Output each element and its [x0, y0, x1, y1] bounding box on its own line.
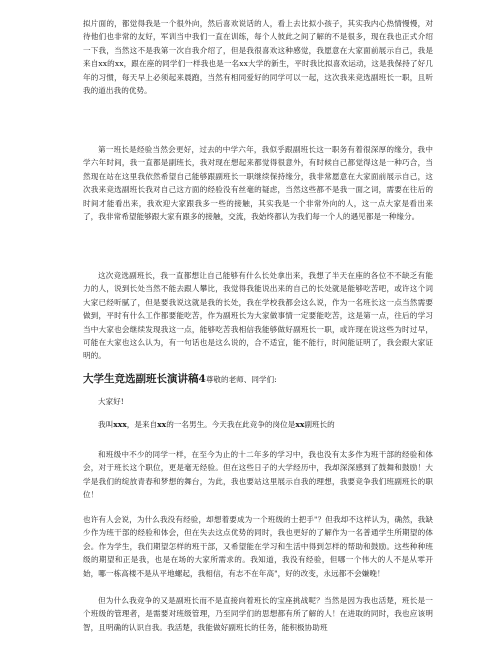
- self-intro-part-2: ，是来自: [126, 420, 158, 429]
- self-intro-name: xxx: [113, 420, 127, 429]
- self-intro-post: xx: [295, 420, 305, 429]
- greeting: 大家好!: [98, 397, 124, 406]
- paragraph-2: 第一班长是经验当然会更好，过去的中学六年，我似乎跟副班长这一职务有着很深厚的缘分，我中学六年时间，我一直都是副班长，我对现在想起来都觉得很意外，有时候自己都觉得这是一种巧合，当然现在站在这里我依然希望自己能够跟副班长一职继续保持缘分，我非常愿意在大家面前展示自己，这次我来竞选副班长我对自己这方面的经验没有丝毫的疑虑，当然这些都不是我一面之词，需要在往后的时间才能看出来，我欢迎大家跟我多一些的接触，其实我是一个非常外向的人，这一点大家是看出来了，我非常希望能够跟大家有跟多的接触，交流，我始终都认为我们每一个人的遇见都是一种缘分。: [83, 145, 433, 222]
- self-intro-part-1: 我叫: [98, 420, 114, 429]
- heading-title: 大学生竞选副班长演讲稿4: [83, 373, 206, 385]
- paragraph-3: 这次竞选副班长，我一直都想让自己能够有什么长处拿出来，我想了半天在座的各位不不缺乏有能力的人，说到长处当然不能去跟人攀比，我觉得我能说出来的自己的长处就是能够吃苦吧，或许这个词大家已经听腻了，但是要我说这就是我的长处，我在学校我都会这么说，作为一名班长这一点当然需要做到，平时有什么工作都要能吃苦，作为副班长为大家做事情一定要能吃苦，这是第一点，往后的学习当中大家也会继续发现我这一点，能够吃苦我相信我能够做好副班长一职，或许现在说这些为时过早，可能在大家也这么认为，有一句话也是这么说的，合不适宜，能不能行，时间能证明了，我会跟大家证明的。: [83, 271, 433, 361]
- self-intro-origin: xx: [157, 420, 167, 429]
- paragraph-4: 和班级中不少的同学一样，在至今为止的十二年多的学习中，我也没有太多作为班干部的经验和体会，对于班长这个职位，更是毫无经验。但在这些日子的大学经历中，我却深深感到了鼓舞和鼓励！大学是我们的绽放青春和梦想的舞台，为此，我也要站这里展示自我的理想，我要竞争我们班副班长的职位！: [83, 450, 433, 500]
- self-intro-part-4: 副班长的: [304, 420, 335, 429]
- self-intro-part-3: 的一名男生。今天我在此竞争的岗位是: [166, 420, 296, 429]
- self-intro: [98, 418, 335, 431]
- paragraph-6: 但为什么我竞争的又是副班长而不是直接向着班长的宝座挑战呢？当然是因为我也活楚，班长是一个班级的管理者，是需要对班级管理，乃至同学们的思想都有所了解的人！在进取的同时，我也应该明智，且明确的认识自我。我活楚，我能做好副班长的任务，能积极协助班: [83, 596, 433, 632]
- paragraph-1: 拟片面的，都觉得我是一个很外向，然后喜欢说话的人，看上去比拟小孩子，其实我内心热情慢慢，对待他们也非常的友好，军训当中我们一直在训练，每个人彼此之间了解的不是很多，现在我也正式介绍一下我，当然这不是我第一次自我介绍了，但是我很喜欢这种感觉，我愿意在大家面前展示自己，我是来自xx的xx，跟在座的同学们一样我也是一名xx大学的新生，平时我比拟喜欢运动，这是我保持了好几年的习惯，每天早上必须起来晨跑，当然有相同爱好的同学可以一起，这次我来竞选副班长一职，且听我的道出我的优势。: [83, 19, 433, 96]
- section-heading: [83, 372, 277, 387]
- heading-salutation: 尊敬的老师、同学们:: [205, 375, 277, 384]
- paragraph-5: 也许有人会说，为什么我没有经验，却想着要成为一个班级的士把手"？但我却不这样认为，确然，我缺少作为班干部的经验和体会，但在失去这点优势的同时，我也更好的了解作为一名普通学生所期望的体会。作为学生，我们期望怎样的班干部，又希望能在学习和生活中得到怎样的帮助和鼓励。这些种种班级的期望和正是我，也是在场的大家所需求的。我知道，我没有经验，但哪一个伟大的人不是从零开始，哪一栋高楼不是从平地螺起，我相信，有志不在年高"，好的改变，永远都不会嫌晚！: [83, 515, 433, 578]
